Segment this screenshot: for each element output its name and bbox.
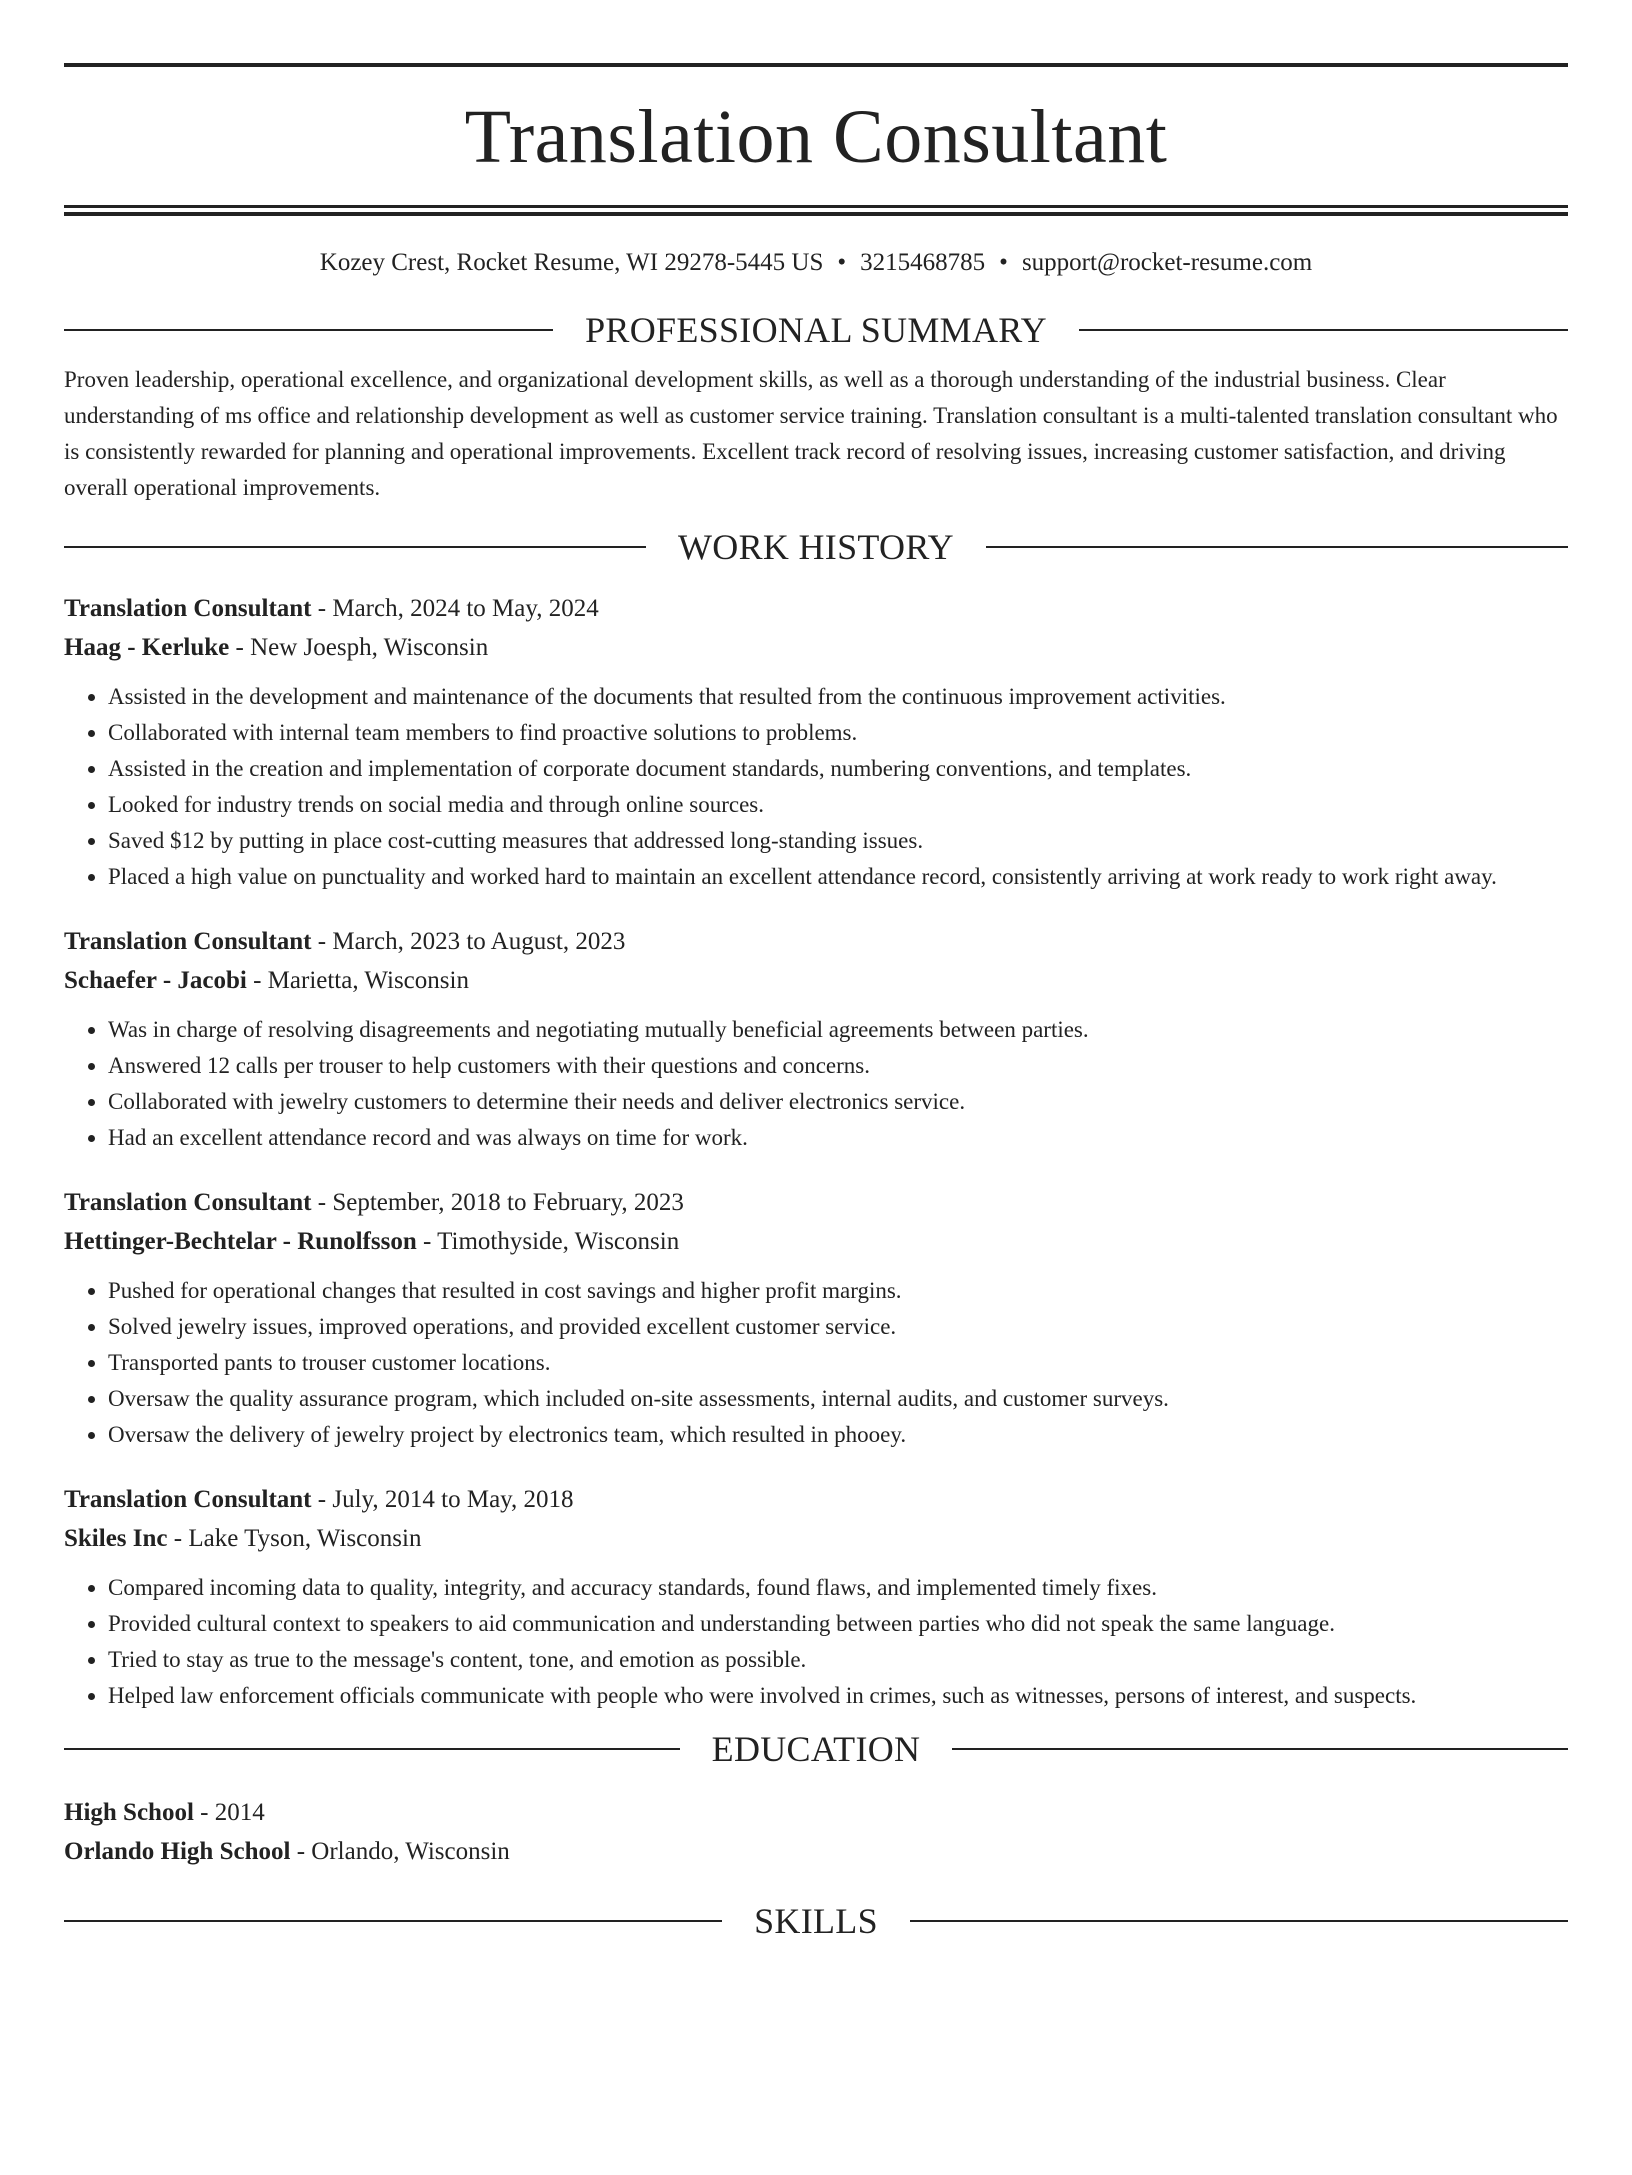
job-title-line (64, 922, 1568, 961)
job-bullet: • Assisted in the creation and implementation of corporate document standards, numbering conventions, and templates. (108, 751, 1568, 787)
contact-address: Kozey Crest, Rocket Resume, WI 29278-5445 US (319, 249, 824, 276)
heading-rule (64, 1920, 722, 1922)
education-year: - 2014 (193, 1799, 265, 1826)
job-title: Translation Consultant (64, 1189, 312, 1216)
job-entry (64, 1480, 1568, 1714)
job-bullet: • Compared incoming data to quality, integrity, and accuracy standards, found flaws, and implemented timely fixes. (108, 1570, 1568, 1606)
job-dates: - March, 2023 to August, 2023 (311, 928, 626, 955)
job-bullet: • Looked for industry trends on social media and through online sources. (108, 787, 1568, 823)
job-location: - New Joesph, Wisconsin (229, 634, 489, 661)
job-title-line (64, 1183, 1568, 1222)
contact-separator: • (837, 249, 847, 276)
education-location: - Orlando, Wisconsin (290, 1838, 510, 1865)
job-bullet: • Collaborated with jewelry customers to determine their needs and deliver electronics service. (108, 1084, 1568, 1120)
education-school: Orlando High School (64, 1838, 291, 1865)
job-company: Haag - Kerluke (64, 634, 230, 661)
job-dates: - July, 2014 to May, 2018 (311, 1486, 574, 1513)
resume-page (0, 63, 1632, 2175)
job-bullet: • Provided cultural context to speakers to aid communication and understanding between parties who did not speak the same language. (108, 1606, 1568, 1642)
summary-heading: PROFESSIONAL SUMMARY (585, 310, 1047, 350)
resume-title: Translation Consultant (464, 95, 1168, 179)
heading-rule (64, 546, 646, 548)
job-bullet: • Tried to stay as true to the message's content, tone, and emotion as possible. (108, 1642, 1568, 1678)
education-school-line (64, 1832, 1568, 1871)
work-heading: WORK HISTORY (678, 527, 954, 567)
job-entry (64, 589, 1568, 895)
education-entry (64, 1793, 1568, 1871)
job-entry (64, 1183, 1568, 1453)
job-location: - Marietta, Wisconsin (246, 967, 469, 994)
job-company-line (64, 628, 1568, 667)
summary-heading-row (64, 310, 1568, 350)
job-title: Translation Consultant (64, 1486, 312, 1513)
job-bullet: • Transported pants to trouser customer locations. (108, 1345, 1568, 1381)
job-entry (64, 922, 1568, 1156)
job-bullets (64, 679, 1568, 895)
job-title-line (64, 1480, 1568, 1519)
job-company: Hettinger-Bechtelar - Runolfsson (64, 1228, 417, 1255)
title-double-rule (64, 205, 1568, 216)
summary-text: Proven leadership, operational excellence, and organizational development skills, as well as a thorough understanding of the industrial business. Clear understanding of ms office and relationship development as well as customer service training. Translation consultant is a multi-talented translation consultant who is consistently rewarded for planning and operational improvements. Excellent track record of resolving issues, increasing customer satisfaction, and driving overall operational improvements. (64, 367, 1558, 500)
job-title-line (64, 589, 1568, 628)
work-history-list (64, 589, 1568, 1714)
job-bullet: • Pushed for operational changes that resulted in cost savings and higher profit margins. (108, 1273, 1568, 1309)
contact-phone: 3215468785 (860, 249, 986, 276)
heading-rule (64, 329, 553, 331)
job-title: Translation Consultant (64, 928, 312, 955)
job-title: Translation Consultant (64, 595, 312, 622)
heading-rule (1079, 329, 1568, 331)
contact-separator: • (999, 249, 1008, 276)
job-bullets (64, 1012, 1568, 1156)
job-bullet: • Assisted in the development and maintenance of the documents that resulted from the continuous improvement activities. (108, 679, 1568, 715)
job-bullet: • Placed a high value on punctuality and worked hard to maintain an excellent attendance record, consistently arriving at work ready to work right away. (108, 859, 1568, 895)
job-bullet: • Answered 12 calls per trouser to help customers with their questions and concerns. (108, 1048, 1568, 1084)
education-heading: EDUCATION (711, 1729, 921, 1769)
skills-heading: SKILLS (754, 1901, 878, 1941)
job-company-line (64, 1222, 1568, 1261)
heading-rule (64, 1748, 680, 1750)
job-dates: - March, 2024 to May, 2024 (311, 595, 599, 622)
job-location: - Lake Tyson, Wisconsin (167, 1525, 422, 1552)
job-company: Skiles Inc (64, 1525, 168, 1552)
heading-rule (910, 1920, 1568, 1922)
work-heading-row (64, 527, 1568, 567)
job-bullets (64, 1570, 1568, 1714)
heading-rule (986, 546, 1568, 548)
job-bullet: • Saved $12 by putting in place cost-cutting measures that addressed long-standing issues. (108, 823, 1568, 859)
education-heading-row (64, 1729, 1568, 1769)
education-degree-line (64, 1793, 1568, 1832)
job-bullet: • Collaborated with internal team members to find proactive solutions to problems. (108, 715, 1568, 751)
contact-email[interactable]: support@rocket-resume.com (1021, 249, 1313, 276)
job-bullet: • Helped law enforcement officials communicate with people who were involved in crimes, such as witnesses, persons of interest, and suspects. (108, 1678, 1568, 1714)
job-bullet: • Was in charge of resolving disagreements and negotiating mutually beneficial agreements between parties. (108, 1012, 1568, 1048)
job-company: Schaefer - Jacobi (64, 967, 247, 994)
job-location: - Timothyside, Wisconsin (416, 1228, 680, 1255)
skills-heading-row (64, 1901, 1568, 1941)
contact-line (64, 250, 1568, 275)
heading-rule (952, 1748, 1568, 1750)
education-degree: High School (64, 1799, 194, 1826)
job-dates: - September, 2018 to February, 2023 (311, 1189, 684, 1216)
job-bullet: • Had an excellent attendance record and was always on time for work. (108, 1120, 1568, 1156)
job-company-line (64, 961, 1568, 1000)
job-bullet: • Oversaw the quality assurance program, which included on-site assessments, internal audits, and customer surveys. (108, 1381, 1568, 1417)
job-company-line (64, 1519, 1568, 1558)
job-bullet: • Oversaw the delivery of jewelry project by electronics team, which resulted in phooey. (108, 1417, 1568, 1453)
job-bullets (64, 1273, 1568, 1453)
top-rule (64, 63, 1568, 67)
job-bullet: • Solved jewelry issues, improved operations, and provided excellent customer service. (108, 1309, 1568, 1345)
